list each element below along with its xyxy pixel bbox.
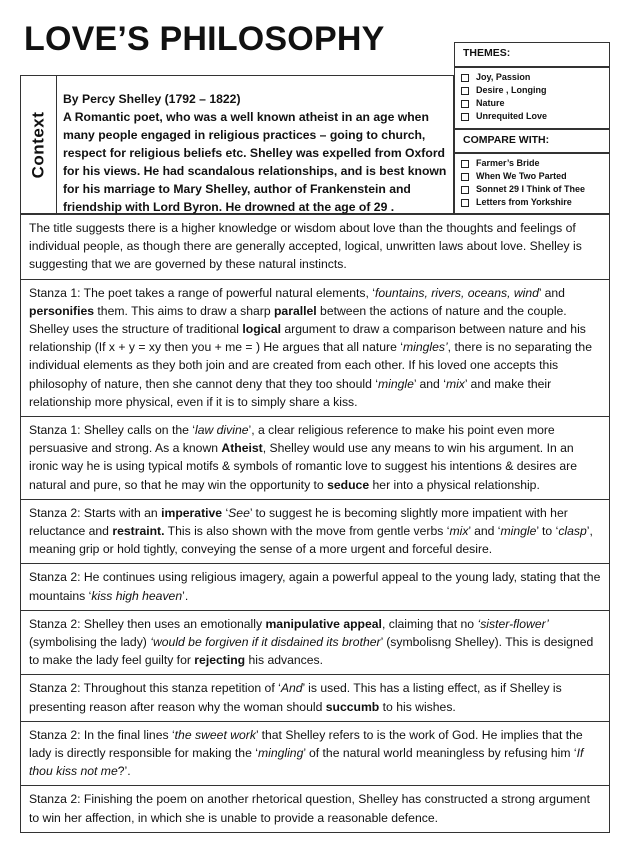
section-text-segment: mingle — [500, 524, 537, 539]
section-text-segment: imperative — [161, 505, 223, 520]
themes-header-box — [454, 42, 610, 67]
section-text-segment: This is also shown with the move from gentle verbs ‘ — [164, 524, 450, 539]
section-text-segment: Stanza 2: Throughout this stanza repetition of ‘ — [29, 681, 281, 696]
section-text-segment: ‘ — [222, 505, 229, 520]
theme-label: Nature — [476, 98, 505, 108]
context-line: many people engaged in religious practices – going to church, — [63, 128, 426, 142]
section-text-segment: mingles’ — [402, 340, 448, 355]
section-text-segment: fountains, rivers, oceans, wind — [374, 285, 539, 300]
list-item — [461, 157, 603, 170]
section-text-segment: , Shelley would use any means to win his argument. In an ironic way he is using typical motifs & symbols of romantic love to suggest his intentions & desires are natural and pure, so that he may win the opportunity to — [29, 441, 578, 492]
list-item — [461, 110, 603, 123]
context-text-box — [57, 75, 454, 214]
section-text-segment: rejecting — [194, 653, 246, 668]
section-text-segment: ’ of the natural world meaningless by refusing him ‘ — [303, 746, 577, 761]
section-text-segment: mingle — [377, 376, 414, 391]
section-text-segment: Atheist — [221, 441, 263, 456]
section-text-segment: ’ (symbolisng Shelley). This is designed to make the lady feel guilty for — [29, 635, 594, 668]
theme-label: Desire , Longing — [476, 85, 547, 95]
list-item — [461, 170, 603, 183]
section-text-segment: kiss high heaven — [91, 588, 183, 603]
section-text-segment: the sweet work — [174, 727, 256, 742]
list-item — [461, 84, 603, 97]
section-text-segment: to his wishes. — [379, 699, 456, 714]
compare-header-box — [454, 129, 610, 153]
analysis-section-s1b — [20, 417, 610, 500]
context-line: respect for religious beliefs etc. Shelley was expelled from Oxford — [63, 146, 446, 160]
compare-list-box — [454, 153, 610, 214]
list-item — [461, 97, 603, 110]
analysis-section-s2f — [20, 786, 610, 832]
themes-heading: THEMES: — [463, 47, 511, 59]
analysis-section-s2c — [20, 611, 610, 676]
theme-label: Joy, Passion — [476, 72, 531, 82]
section-text-segment: Stanza 1: The poet takes a range of powerful natural elements, ‘ — [29, 285, 375, 300]
section-text-segment: mingling — [257, 746, 304, 761]
context-label: Context — [28, 111, 48, 178]
theme-label: Unrequited Love — [476, 111, 548, 121]
section-text-segment: ’ and ‘ — [413, 376, 446, 391]
analysis-sections — [20, 214, 610, 833]
section-text-segment: his advances. — [245, 653, 324, 668]
section-text-segment: Stanza 2: In the final lines ‘ — [29, 727, 175, 742]
section-text-segment: them. This aims to draw a sharp — [94, 303, 274, 318]
section-text-segment: law divine — [194, 423, 249, 438]
section-text-segment: ’ to suggest he is becoming slightly more impatient with her reluctance and — [29, 505, 568, 539]
compare-label: Letters from Yorkshire — [476, 197, 572, 207]
section-text-segment: See — [228, 505, 250, 520]
section-text-segment: argument to draw a comparison between nature and his relationship (If x + y = xy then you + me = ) He argues that all nature ‘ — [29, 322, 586, 355]
section-text-segment: mix — [449, 524, 469, 539]
checkbox-icon — [461, 113, 469, 121]
themes-list-box — [454, 67, 610, 129]
checkbox-icon — [461, 199, 469, 207]
section-text-segment: ’, a clear religious reference to make his point even more persuasive and strong. As a known — [29, 423, 555, 456]
section-text-segment: between the actions of nature and the couple. Shelley uses the structure of traditional — [29, 303, 567, 337]
section-text-segment: parallel — [273, 303, 317, 318]
section-text-segment: Stanza 2: Finishing the poem on another rhetorical question, Shelley has constructed a strong argument to win her affection, in which she is unable to provide a reasonable defence. — [29, 792, 590, 825]
section-text-segment: manipulative appeal — [265, 616, 382, 631]
section-text-segment: , there is no separating the individual elements as they both join and are created from each other. If his loved one accepts this philosophy of nature, then she cannot deny that they too should ‘ — [29, 340, 592, 391]
section-text-segment: personifies — [29, 303, 95, 318]
section-text-segment: restraint. — [112, 524, 165, 539]
section-text-segment: clasp — [558, 524, 587, 539]
section-text-segment: , claiming that no — [381, 616, 478, 631]
checkbox-icon — [461, 74, 469, 82]
section-text-segment: Stanza 2: He continues using religious imagery, again a powerful appeal to the young lady, stating that the mountains ‘ — [29, 570, 601, 603]
checkbox-icon — [461, 173, 469, 181]
section-text-segment: succumb — [325, 699, 380, 714]
context-line: A Romantic poet, who was a well known atheist in an age when — [63, 110, 429, 124]
checkbox-icon — [461, 100, 469, 108]
list-item — [461, 183, 603, 196]
compare-heading: COMPARE WITH: — [463, 134, 550, 146]
context-line: for his views. He had scandalous relationships, and is best known — [63, 164, 447, 178]
section-text-segment: ’ and make their relationship more physical, even if it is to simply share a kiss. — [29, 376, 552, 409]
section-text-segment: logical — [242, 322, 282, 337]
section-text-segment: (symbolising the lady) — [29, 635, 151, 650]
context-line: for his marriage to Mary Shelley, author of Frankenstein and — [63, 182, 411, 196]
section-text-segment: ‘sister-flower’ — [477, 616, 549, 631]
checkbox-icon — [461, 87, 469, 95]
analysis-section-intro — [20, 214, 610, 280]
section-text-segment: ‘would be forgiven if it disdained its brother — [150, 635, 381, 650]
section-text-segment: The title suggests there is a higher knowledge or wisdom about love than the thoughts and feelings of individual people, as though there are generally accepted, logical, unwritten laws about love. Shelley is suggesting that we are governed by these natural instincts. — [29, 221, 582, 272]
section-text-segment: ?’. — [117, 764, 131, 779]
section-text-segment: ’ and ‘ — [468, 524, 501, 539]
compare-label: When We Two Parted — [476, 171, 567, 181]
section-text-segment: ’ is used. This has a listing effect, as if Shelley is presenting reason after reason why the woman should — [29, 681, 562, 714]
compare-label: Sonnet 29 I Think of Thee — [476, 184, 586, 194]
section-text-segment: Stanza 1: Shelley calls on the ‘ — [29, 423, 195, 438]
section-text-segment: ’. — [182, 588, 189, 603]
analysis-section-s2d — [20, 675, 610, 721]
compare-list — [455, 154, 609, 212]
analysis-section-s2e — [20, 722, 610, 787]
analysis-section-s2b — [20, 564, 610, 610]
checkbox-icon — [461, 160, 469, 168]
themes-list — [455, 68, 609, 126]
section-text-segment: And — [280, 681, 303, 696]
section-text-segment: ’ to ‘ — [536, 524, 559, 539]
section-text-segment: her into a physical relationship. — [369, 477, 540, 492]
analysis-section-s2a — [20, 500, 610, 565]
page-title: LOVE’S PHILOSOPHY — [24, 20, 385, 58]
list-item — [461, 71, 603, 84]
context-line: friendship with Lord Byron. He drowned at the age of 29 . — [63, 200, 395, 214]
analysis-section-s1a — [20, 280, 610, 417]
section-text-segment: ’, meaning grip or hold tightly, conveying the sense of a more urgent and forceful desire. — [29, 524, 593, 557]
context-label-box — [20, 75, 57, 214]
section-text-segment: Stanza 2: Shelley then uses an emotionally — [29, 616, 266, 631]
section-text-segment: ’ that Shelley refers to is the work of God. He implies that the lady is directly responsible for making the ‘ — [29, 727, 583, 761]
section-text-segment: mix — [445, 376, 465, 391]
section-text-segment: seduce — [327, 477, 370, 492]
context-line: By Percy Shelley (1792 – 1822) — [63, 92, 241, 106]
checkbox-icon — [461, 186, 469, 194]
section-text-segment: ’ and — [538, 285, 565, 300]
compare-label: Farmer’s Bride — [476, 158, 540, 168]
section-text-segment: If thou kiss not me — [29, 746, 584, 779]
section-text-segment: Stanza 2: Starts with an — [29, 505, 162, 520]
list-item — [461, 196, 603, 209]
